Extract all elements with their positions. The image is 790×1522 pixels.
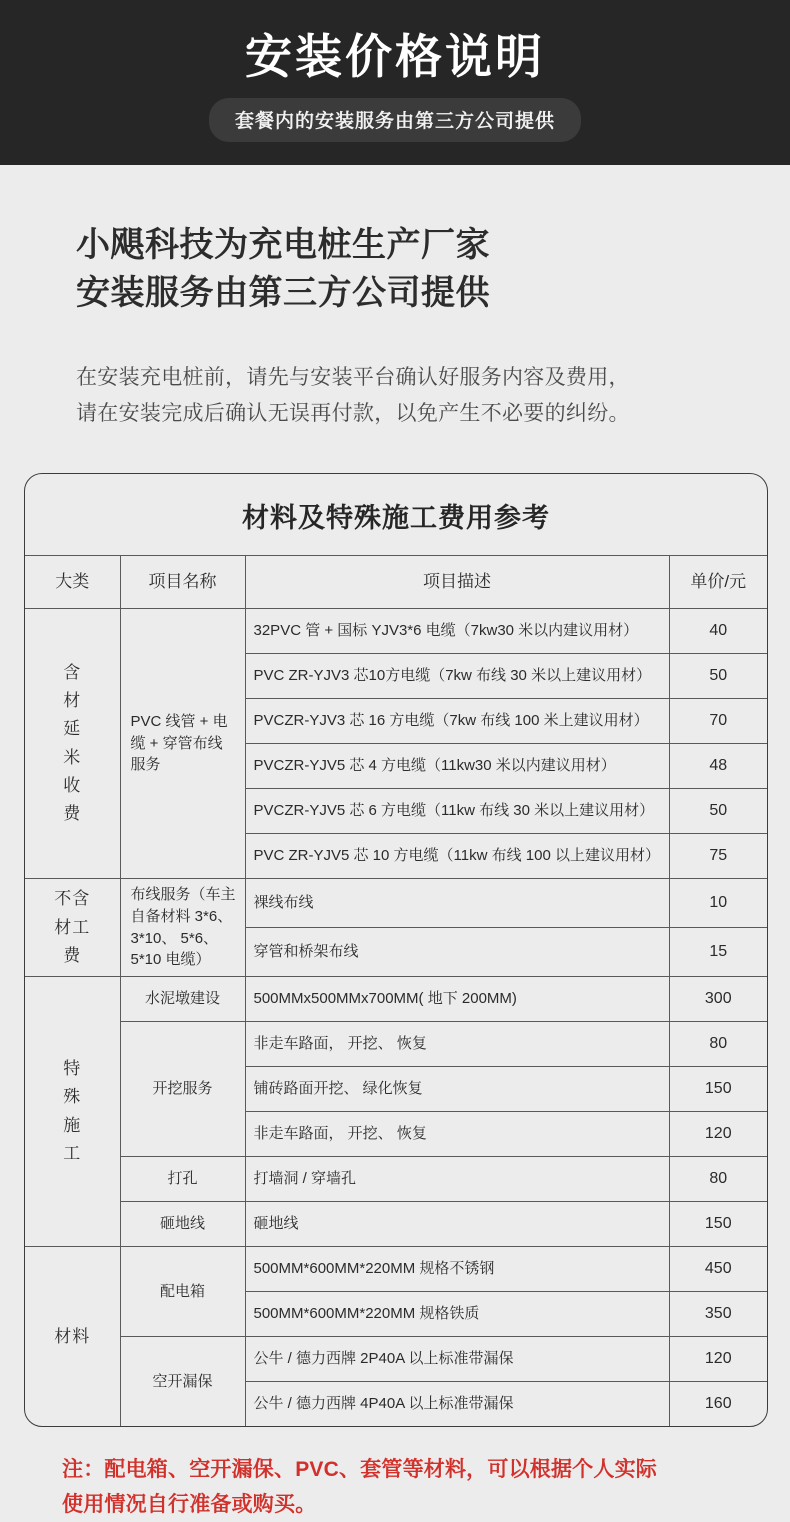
item-price-cell: 40 [669,609,767,654]
intro-body-line-2: 请在安装完成后确认无误再付款，以免产生不必要的纠纷。 [76,402,630,426]
category-cell [25,977,120,1247]
item-name-cell: 配电箱 [120,1247,245,1337]
category-label: 含材延米收费 [63,663,82,823]
table-row [25,1202,767,1247]
price-table-body [25,609,767,1427]
item-name-cell: 打孔 [120,1157,245,1202]
intro-heading [76,221,790,318]
item-price-cell: 80 [669,1022,767,1067]
table-row [25,977,767,1022]
item-name-cell: PVC 线管 + 电缆 + 穿管布线服务 [120,609,245,879]
table-row [25,609,767,654]
price-table-caption: 材料及特殊施工费用参考 [242,503,550,534]
item-description-cell: PVCZR-YJV5 芯 4 方电缆（11kw30 米以内建议用材） [245,744,669,789]
item-name-cell: 开挖服务 [120,1022,245,1157]
item-description-cell: 非走车路面， 开挖、 恢复 [245,1112,669,1157]
item-description-cell: 非走车路面， 开挖、 恢复 [245,1022,669,1067]
intro-body [76,360,790,434]
item-price-cell: 50 [669,654,767,699]
item-description-cell: 铺砖路面开挖、 绿化恢复 [245,1067,669,1112]
column-header-price: 单价/元 [669,556,767,609]
item-description-cell: 500MM*600MM*220MM 规格铁质 [245,1292,669,1337]
item-price-cell: 160 [669,1382,767,1427]
footnote [62,1453,750,1522]
category-cell [25,609,120,879]
item-description-cell: 砸地线 [245,1202,669,1247]
item-price-cell: 350 [669,1292,767,1337]
item-price-cell: 70 [669,699,767,744]
category-label: 不含材工费 [54,889,91,965]
item-price-cell: 48 [669,744,767,789]
table-row [25,1247,767,1292]
table-row [25,1337,767,1382]
category-cell [25,1247,120,1427]
item-description-cell: PVCZR-YJV3 芯 16 方电缆（7kw 布线 100 米上建议用材） [245,699,669,744]
table-row [25,1022,767,1067]
column-header-description: 项目描述 [245,556,669,609]
column-header-category: 大类 [25,556,120,609]
item-price-cell: 120 [669,1112,767,1157]
table-row [25,879,767,928]
item-description-cell: PVC ZR-YJV3 芯10方电缆（7kw 布线 30 米以上建议用材） [245,654,669,699]
item-description-cell: 32PVC 管 + 国标 YJV3*6 电缆（7kw30 米以内建议用材） [245,609,669,654]
item-description-cell: PVC ZR-YJV5 芯 10 方电缆（11kw 布线 100 以上建议用材） [245,834,669,879]
table-header-row [25,556,767,609]
item-price-cell: 150 [669,1067,767,1112]
item-name-cell: 水泥墩建设 [120,977,245,1022]
column-header-item: 项目名称 [120,556,245,609]
intro-body-line-1: 在安装充电桩前，请先与安装平台确认好服务内容及费用， [76,365,630,389]
category-label: 材料 [54,1326,91,1346]
item-price-cell: 300 [669,977,767,1022]
category-label: 特殊施工 [63,1059,82,1163]
intro-heading-line-1: 小飓科技为充电桩生产厂家 [76,226,490,264]
item-description-cell: 穿管和桥架布线 [245,928,669,977]
price-table [25,555,767,1426]
intro-section [0,165,790,433]
price-table-head [25,556,767,609]
item-name-cell: 布线服务（车主自备材料 3*6、3*10、 5*6、5*10 电缆） [120,879,245,977]
item-price-cell: 450 [669,1247,767,1292]
item-name-cell: 空开漏保 [120,1337,245,1427]
item-description-cell: 500MMx500MMx700MM( 地下 200MM) [245,977,669,1022]
intro-heading-line-2: 安装服务由第三方公司提供 [76,274,490,313]
footnote-line-1: 注：配电箱、空开漏保、PVC、套管等材料，可以根据个人实际 [62,1458,657,1482]
item-description-cell: 公牛 / 德力西牌 2P40A 以上标准带漏保 [245,1337,669,1382]
header-badge: 套餐内的安装服务由第三方公司提供 [209,98,581,142]
page-title: 安装价格说明 [245,30,545,83]
item-description-cell: 裸线布线 [245,879,669,928]
item-price-cell: 15 [669,928,767,977]
category-cell [25,879,120,977]
item-price-cell: 150 [669,1202,767,1247]
item-price-cell: 80 [669,1157,767,1202]
item-description-cell: 公牛 / 德力西牌 4P40A 以上标准带漏保 [245,1382,669,1427]
item-price-cell: 120 [669,1337,767,1382]
item-price-cell: 10 [669,879,767,928]
item-price-cell: 75 [669,834,767,879]
item-description-cell: 500MM*600MM*220MM 规格不锈钢 [245,1247,669,1292]
footnote-line-2: 使用情况自行准备或购买。 [62,1492,317,1516]
item-description-cell: PVCZR-YJV5 芯 6 方电缆（11kw 布线 30 米以上建议用材） [245,789,669,834]
item-price-cell: 50 [669,789,767,834]
page-header [0,0,790,165]
item-name-cell: 砸地线 [120,1202,245,1247]
item-description-cell: 打墙洞 / 穿墙孔 [245,1157,669,1202]
table-row [25,1157,767,1202]
price-table-card [24,473,768,1427]
